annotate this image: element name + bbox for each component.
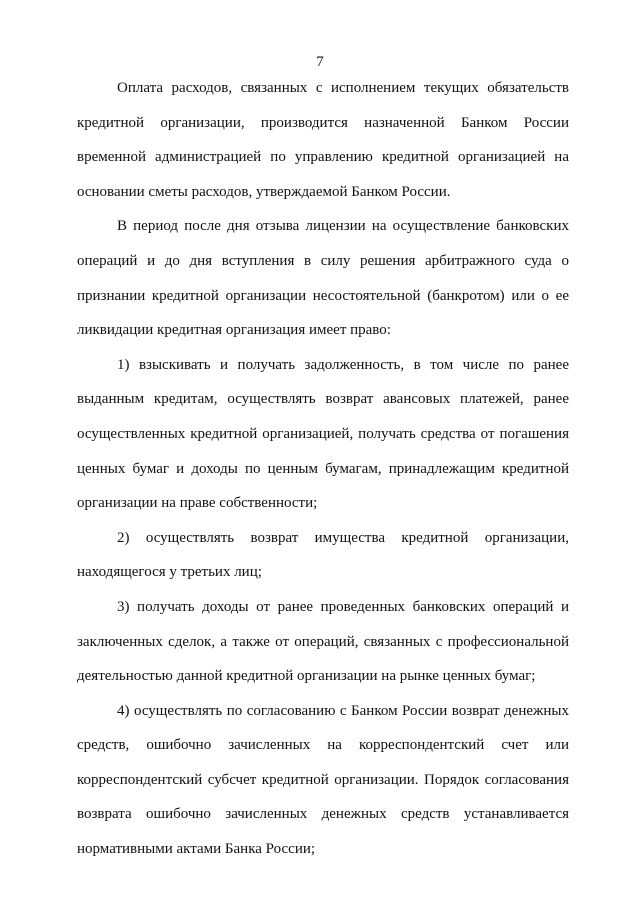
list-item-3: 3) получать доходы от ранее проведенных банковских операций и заключенных сделок, а также от операций, связанных с профессиональной деятельностью данной кредитной организации на рынке ценных бумаг; [77, 598, 569, 685]
document-body [77, 71, 569, 867]
paragraph-rights-intro: В период после дня отзыва лицензии на осуществление банковских операций и до дня вступления в силу решения арбитражного суда о признании кредитной организации несостоятельной (банкротом) или о ее ликвидации кредитная организация имеет право: [77, 218, 569, 339]
page-number: 7 [316, 54, 324, 70]
list-item-1: 1) взыскивать и получать задолженность, в том числе по ранее выданным кредитам, осуществлять возврат авансовых платежей, ранее осуществленных кредитной организацией, получать средства от погашения ценных бумаг и доходы по ценным бумагам, принадлежащим кредитной организации на праве собственности; [77, 356, 569, 512]
list-item-2: 2) осуществлять возврат имущества кредитной организации, находящегося у третьих лиц; [77, 529, 569, 581]
list-item-4: 4) осуществлять по согласованию с Банком России возврат денежных средств, ошибочно зачисленных на корреспондентский счет или корреспондентский субсчет кредитной организации. Порядок согласования возврата ошибочно зачисленных денежных средств устанавливается нормативными актами Банка России; [77, 702, 569, 858]
paragraph-expenses: Оплата расходов, связанных с исполнением текущих обязательств кредитной организации, производится назначенной Банком России временной администрацией по управлению кредитной организацией на основании сметы расходов, утверждаемой Банком России. [77, 80, 569, 200]
